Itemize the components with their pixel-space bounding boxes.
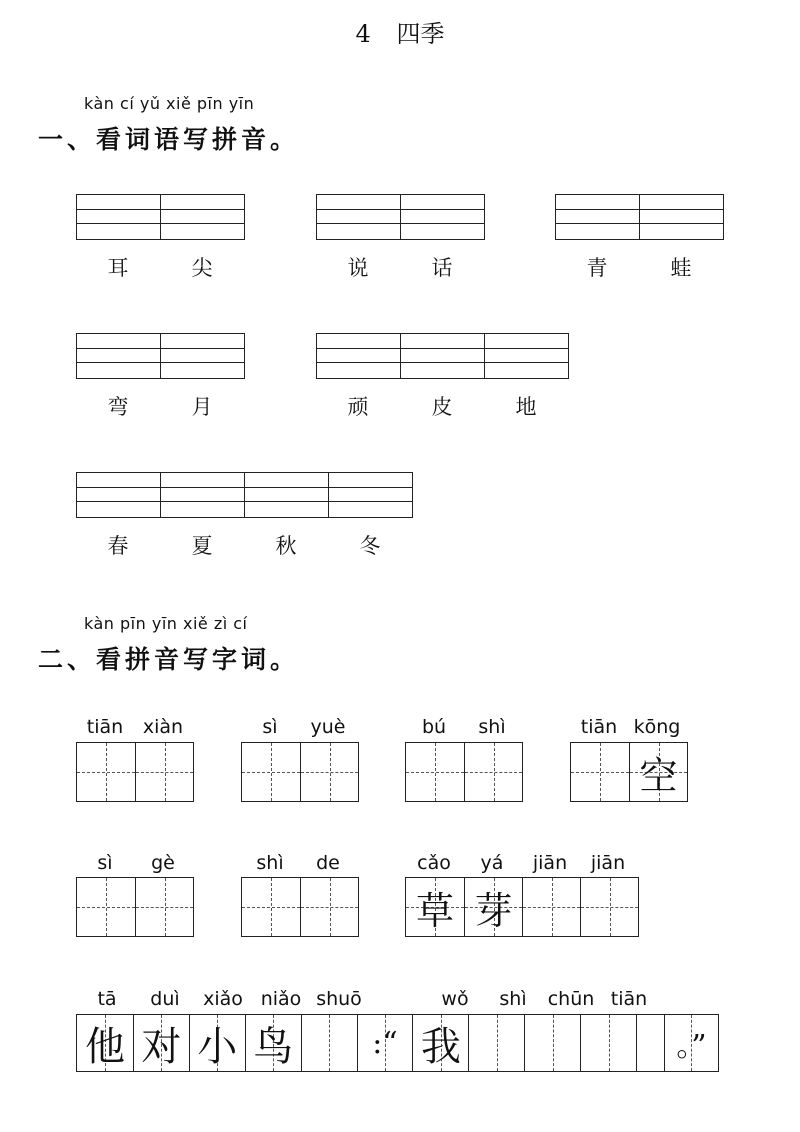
pinyin-box-wan-yue[interactable] bbox=[76, 333, 245, 379]
grid-char bbox=[523, 878, 580, 936]
word-char: 冬 bbox=[359, 534, 381, 558]
pinyin-label: tā bbox=[97, 988, 117, 1010]
pinyin-box-er-jian[interactable] bbox=[76, 194, 245, 240]
grid-char bbox=[242, 743, 300, 801]
tianzige-tian-kong[interactable] bbox=[570, 742, 688, 802]
tianzige-si-ge[interactable] bbox=[76, 877, 194, 937]
pinyin-label: yuè bbox=[310, 716, 346, 738]
word-char: 春 bbox=[107, 534, 129, 558]
lesson-title: 四季 bbox=[396, 20, 445, 48]
grid-char bbox=[581, 1015, 636, 1071]
tianzige-si-yue[interactable] bbox=[241, 742, 359, 802]
grid-char bbox=[302, 1015, 357, 1071]
grid-char bbox=[136, 878, 193, 936]
word-char: 月 bbox=[191, 395, 213, 419]
tianzige-shi-de[interactable] bbox=[241, 877, 359, 937]
pinyin-label: shì bbox=[499, 988, 527, 1010]
pinyin-label: de bbox=[316, 852, 340, 874]
pinyin-label: xiàn bbox=[142, 716, 184, 738]
pinyin-label: shuō bbox=[316, 988, 362, 1010]
grid-char bbox=[77, 878, 135, 936]
pinyin-label: yá bbox=[480, 852, 504, 874]
section1-heading: 一、看词语写拼音。 bbox=[38, 125, 300, 154]
word-char: 说 bbox=[347, 256, 369, 280]
lesson-number: 4 bbox=[355, 20, 371, 48]
tianzige-bu-shi[interactable] bbox=[405, 742, 523, 802]
grid-char bbox=[465, 743, 522, 801]
word-char: 皮 bbox=[431, 395, 453, 419]
tianzige-cao-ya-jian-jian[interactable] bbox=[405, 877, 639, 937]
grid-char bbox=[136, 743, 193, 801]
word-char: 地 bbox=[515, 395, 537, 419]
grid-char bbox=[637, 1015, 664, 1071]
pinyin-label: sì bbox=[97, 852, 113, 874]
pinyin-box-chun-xia-qiu-dong[interactable] bbox=[76, 472, 413, 518]
pinyin-label: gè bbox=[151, 852, 175, 874]
grid-char: 他 bbox=[84, 1023, 125, 1070]
pinyin-label: tiān bbox=[580, 716, 618, 738]
pinyin-box-qing-wa[interactable] bbox=[555, 194, 724, 240]
grid-char: 我 bbox=[420, 1023, 461, 1070]
word-char: 尖 bbox=[191, 256, 213, 280]
word-char: 蛙 bbox=[670, 256, 692, 280]
grid-punct: 。” bbox=[676, 1029, 707, 1064]
grid-char bbox=[525, 1015, 580, 1071]
pinyin-label: tiān bbox=[86, 716, 124, 738]
section2-pinyin: kàn pīn yīn xiě zì cí bbox=[84, 614, 248, 633]
word-char: 耳 bbox=[107, 256, 129, 280]
pinyin-label: xiǎo bbox=[203, 988, 243, 1010]
grid-char bbox=[581, 878, 638, 936]
pinyin-label: niǎo bbox=[260, 988, 302, 1010]
word-char: 话 bbox=[431, 256, 453, 280]
pinyin-label: cǎo bbox=[417, 852, 451, 874]
pinyin-label: wǒ bbox=[441, 988, 469, 1010]
section1-pinyin: kàn cí yǔ xiě pīn yīn bbox=[84, 94, 255, 113]
grid-char bbox=[242, 878, 300, 936]
grid-char bbox=[301, 878, 358, 936]
grid-char: 空 bbox=[639, 753, 678, 798]
tianzige-tian-xian[interactable] bbox=[76, 742, 194, 802]
pinyin-label: bú bbox=[421, 716, 447, 738]
pinyin-label: chūn bbox=[547, 988, 595, 1010]
grid-char bbox=[406, 743, 464, 801]
grid-char bbox=[77, 743, 135, 801]
pinyin-label: jiān bbox=[590, 852, 626, 874]
pinyin-label: jiān bbox=[532, 852, 568, 874]
sentence-grid[interactable] bbox=[76, 1014, 719, 1072]
grid-char: 草 bbox=[415, 888, 454, 933]
pinyin-label: tiān bbox=[610, 988, 648, 1010]
grid-char: 小 bbox=[197, 1023, 238, 1070]
pinyin-label: duì bbox=[150, 988, 180, 1010]
pinyin-label: shì bbox=[256, 852, 284, 874]
word-char: 顽 bbox=[347, 395, 369, 419]
word-char: 青 bbox=[586, 256, 608, 280]
pinyin-label: kōng bbox=[633, 716, 681, 738]
word-char: 夏 bbox=[191, 534, 213, 558]
grid-char: 鸟 bbox=[253, 1023, 294, 1070]
section2-heading: 二、看拼音写字词。 bbox=[38, 645, 300, 674]
pinyin-box-shuo-hua[interactable] bbox=[316, 194, 485, 240]
page-title bbox=[0, 14, 800, 49]
grid-char bbox=[469, 1015, 524, 1071]
pinyin-label: sì bbox=[262, 716, 278, 738]
grid-char: 对 bbox=[141, 1023, 182, 1070]
grid-char bbox=[301, 743, 358, 801]
grid-punct: :“ bbox=[372, 1025, 398, 1061]
word-char: 弯 bbox=[107, 395, 129, 419]
pinyin-label: shì bbox=[478, 716, 506, 738]
grid-char: 芽 bbox=[474, 888, 513, 933]
pinyin-box-wan-pi-de[interactable] bbox=[316, 333, 569, 379]
grid-char bbox=[571, 743, 629, 801]
word-char: 秋 bbox=[275, 534, 297, 558]
